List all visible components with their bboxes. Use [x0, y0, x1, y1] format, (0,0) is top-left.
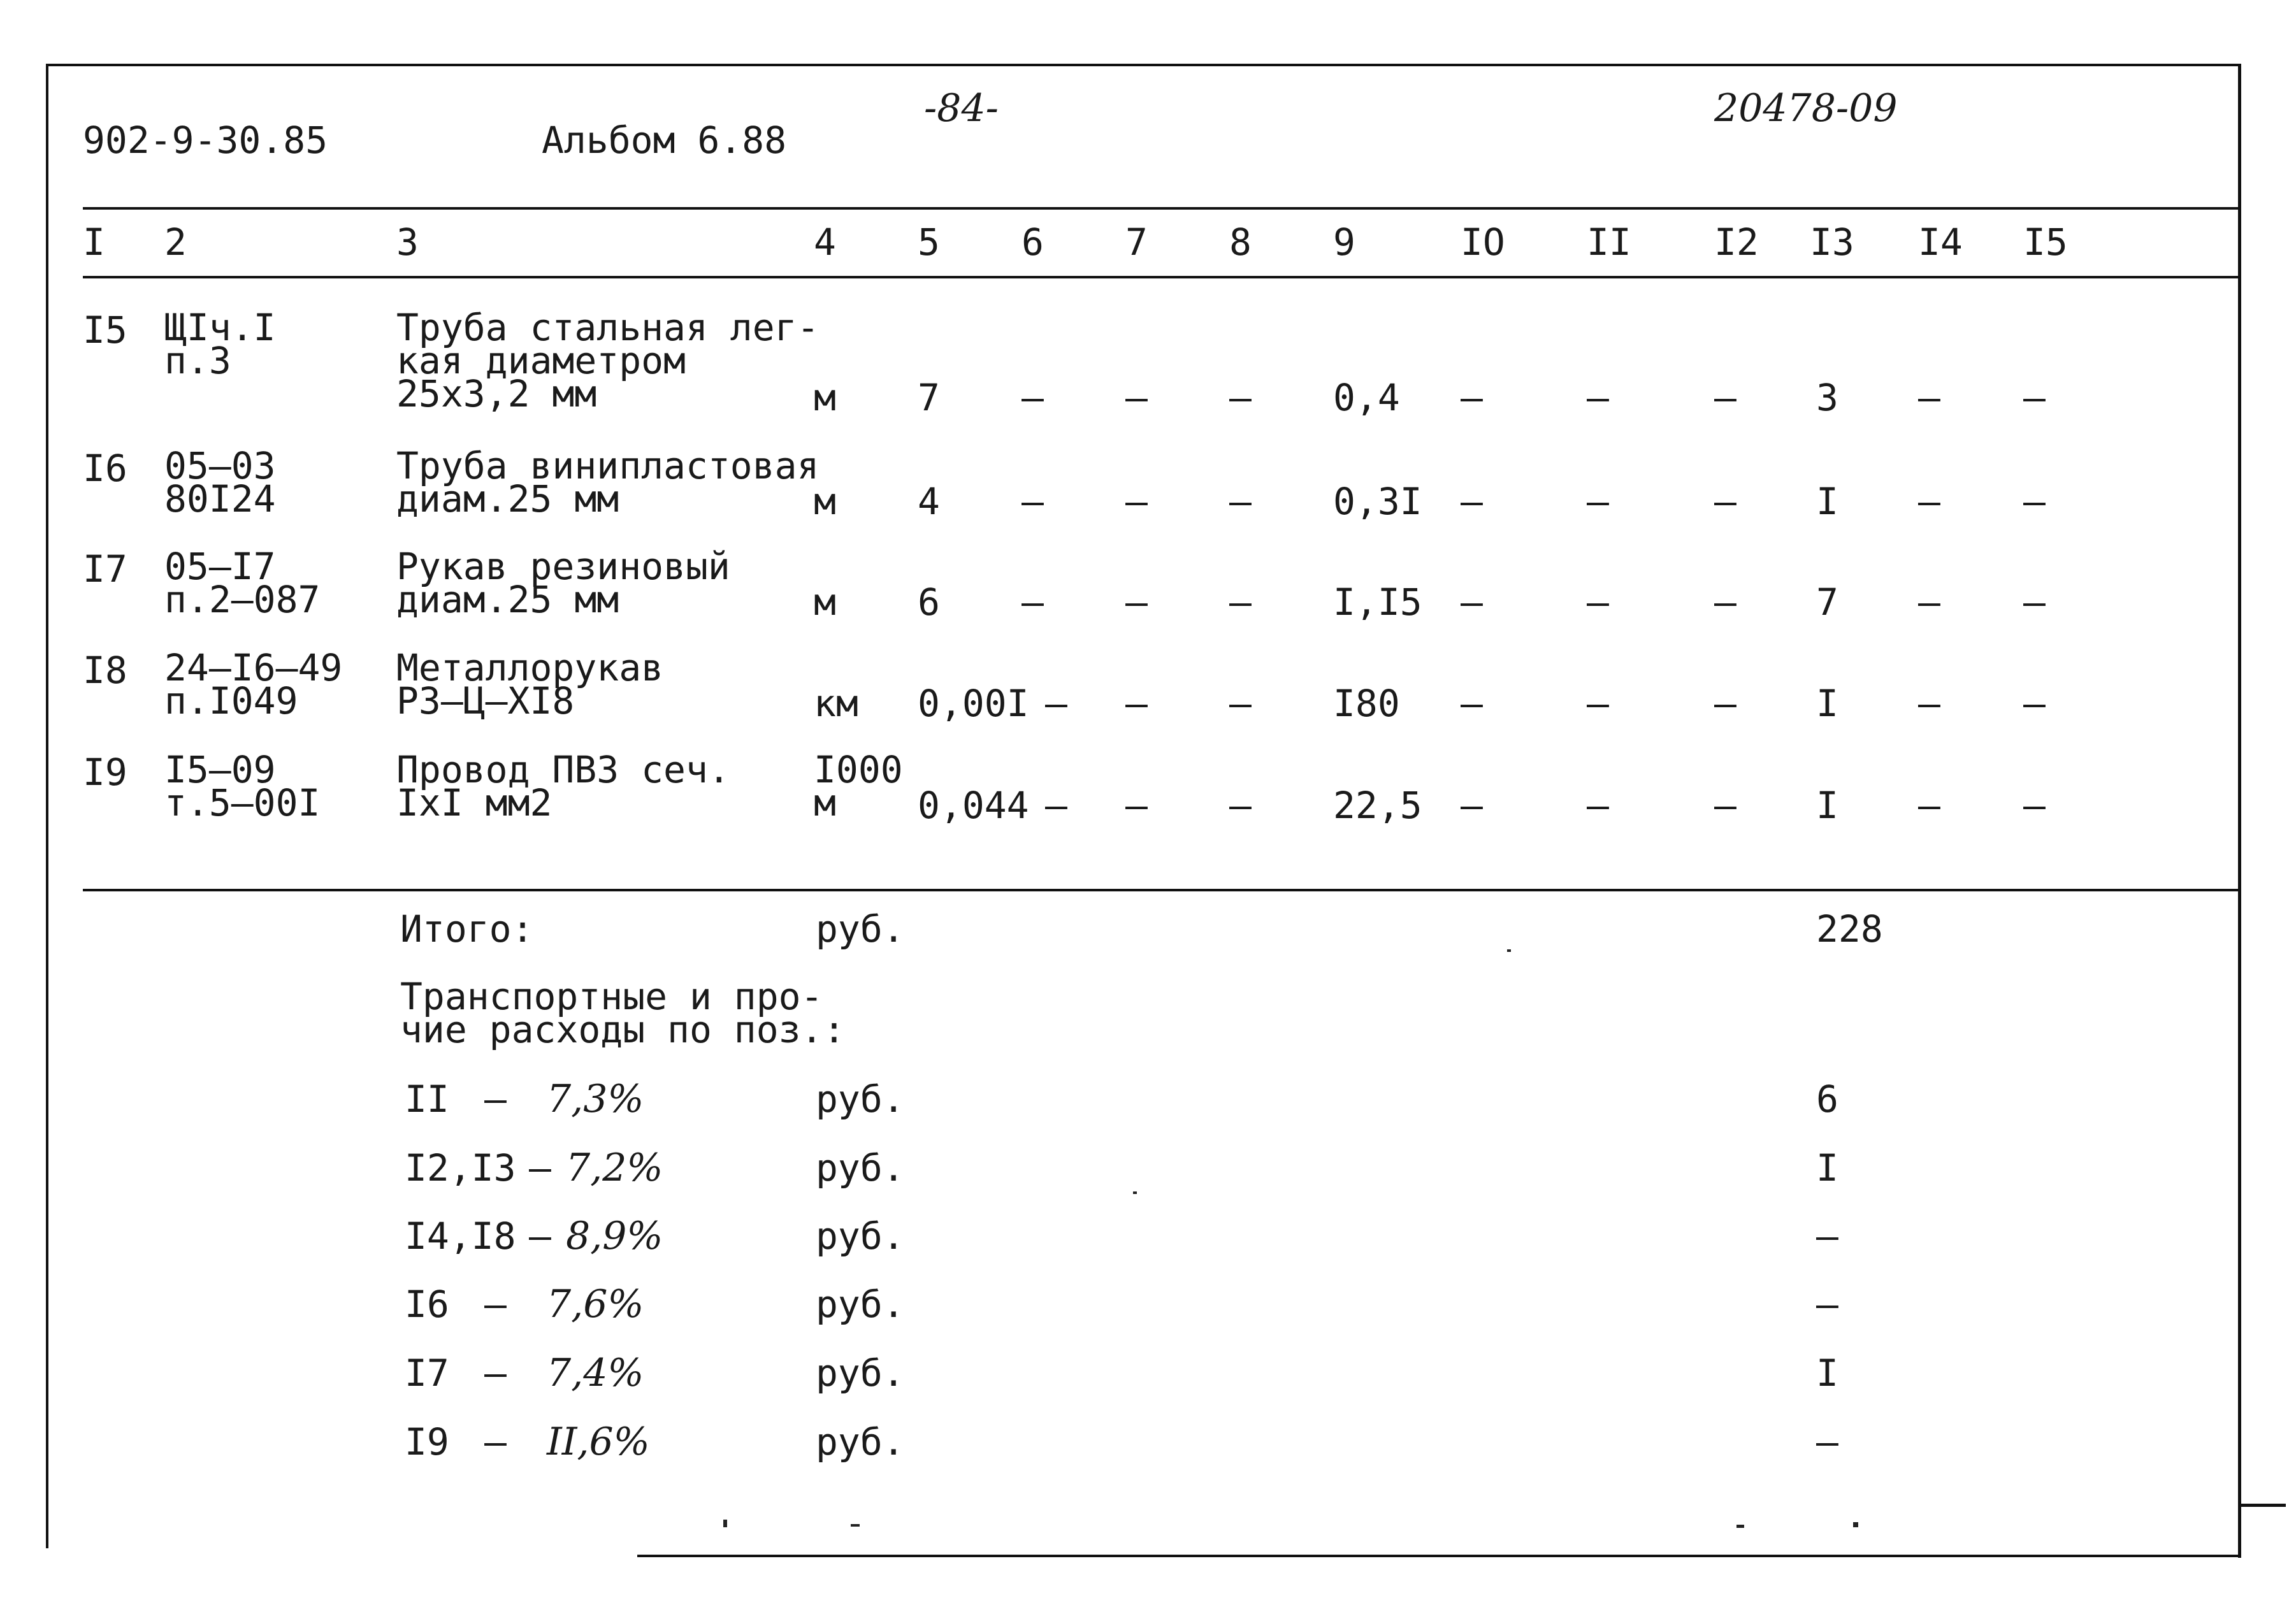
row-col8: –: [1229, 682, 1252, 725]
row-col10: –: [1461, 580, 1483, 624]
header-rule: [83, 207, 2238, 210]
transport-dash: –: [529, 1146, 551, 1190]
row-col5: 0,044: [918, 784, 1029, 827]
row-col13: I: [1816, 784, 1838, 827]
row-number: I5: [83, 308, 127, 352]
row-col7: –: [1125, 784, 1148, 827]
transport-dash: –: [484, 1420, 507, 1464]
frame-left-border: [46, 64, 48, 1548]
transport-rate: 7,4%: [547, 1351, 644, 1395]
row-col13: 7: [1816, 580, 1838, 624]
scan-speck: [723, 1520, 727, 1527]
transport-rate: 7,2%: [566, 1146, 663, 1190]
row-name: Труба винипластовая диам.25 мм: [396, 444, 819, 521]
row-number: I9: [83, 751, 127, 794]
scan-speck: [851, 1524, 860, 1527]
row-col5: 6: [918, 580, 940, 624]
col-header-1: I: [83, 220, 105, 264]
col-header-6: 6: [1022, 220, 1044, 264]
row-col15: –: [2023, 580, 2046, 624]
transport-unit: руб.: [816, 1077, 905, 1121]
row-col9: 0,3I: [1333, 480, 1422, 523]
row-col11: –: [1587, 682, 1609, 725]
row-col15: –: [2023, 480, 2046, 523]
items-end-rule: [83, 889, 2238, 891]
row-code: 05–03 80I24: [164, 444, 276, 521]
column-header-rule: [83, 276, 2238, 278]
row-col10: –: [1461, 682, 1483, 725]
row-col6: –: [1022, 580, 1044, 624]
row-unit: м: [814, 580, 836, 624]
project-number: 20478-09: [1714, 86, 1898, 131]
row-col11: –: [1587, 580, 1609, 624]
row-col5: 0,00I: [918, 682, 1029, 725]
row-number: I7: [83, 547, 127, 591]
total-label: Итого:: [400, 907, 534, 951]
row-col8: –: [1229, 376, 1252, 419]
scan-speck: [1736, 1525, 1744, 1528]
transport-position: I6: [405, 1283, 449, 1326]
row-number: I8: [83, 649, 127, 692]
row-col12: –: [1714, 376, 1736, 419]
col-header-9: 9: [1333, 220, 1355, 264]
row-unit: м: [814, 376, 836, 419]
row-col11: –: [1587, 784, 1609, 827]
row-col6: –: [1022, 480, 1044, 523]
transport-position: I7: [405, 1351, 449, 1395]
transport-value: –: [1816, 1420, 1838, 1464]
col-header-14: I4: [1918, 220, 1963, 264]
transport-rate: II,6%: [547, 1420, 650, 1464]
row-code: 24–I6–49 п.I049: [164, 646, 343, 723]
scan-speck: [1853, 1522, 1858, 1527]
row-col6: –: [1022, 376, 1044, 419]
total-value: 228: [1816, 907, 1883, 951]
transport-rate: 7,3%: [547, 1077, 644, 1121]
row-col15: –: [2023, 376, 2046, 419]
row-col6: –: [1045, 682, 1067, 725]
transport-position: II: [405, 1077, 449, 1121]
doc-code: 902-9-30.85: [83, 119, 328, 162]
col-header-4: 4: [814, 220, 836, 264]
row-col13: 3: [1816, 376, 1838, 419]
col-header-5: 5: [918, 220, 940, 264]
row-col12: –: [1714, 580, 1736, 624]
row-code: ЩIч.I п.3: [164, 306, 276, 382]
row-code: 05–I7 п.2–087: [164, 545, 321, 621]
frame-corner-mark: [2241, 1504, 2286, 1507]
row-col14: –: [1918, 480, 1940, 523]
transport-unit: руб.: [816, 1351, 905, 1395]
row-col13: I: [1816, 480, 1838, 523]
row-code: I5–09 т.5–00I: [164, 748, 321, 824]
row-col9: 22,5: [1333, 784, 1422, 827]
frame-top-border: [46, 64, 2238, 66]
row-col5: 7: [918, 376, 940, 419]
transport-position: I4,I8: [405, 1214, 516, 1258]
row-col10: –: [1461, 376, 1483, 419]
transport-value: I: [1816, 1351, 1838, 1395]
col-header-13: I3: [1810, 220, 1854, 264]
row-col14: –: [1918, 682, 1940, 725]
album-label: Альбом 6.88: [542, 119, 787, 162]
row-name: Труба стальная лег- кая диаметром 25х3,2 мм: [396, 306, 819, 415]
row-col14: –: [1918, 376, 1940, 419]
row-col9: 0,4: [1333, 376, 1400, 419]
row-col7: –: [1125, 682, 1148, 725]
row-col12: –: [1714, 480, 1736, 523]
col-header-7: 7: [1125, 220, 1148, 264]
transport-dash: –: [484, 1077, 507, 1121]
transport-value: –: [1816, 1214, 1838, 1258]
transport-value: 6: [1816, 1077, 1838, 1121]
transport-dash: –: [484, 1351, 507, 1395]
row-name: Металлорукав Р3–Ц–ХI8: [396, 646, 664, 723]
row-col11: –: [1587, 480, 1609, 523]
transport-unit: руб.: [816, 1420, 905, 1464]
row-col9: I80: [1333, 682, 1400, 725]
frame-bottom-border: [637, 1555, 2241, 1557]
row-col6: –: [1045, 784, 1067, 827]
row-name: Провод ПВ3 сеч. IхI мм2: [396, 748, 730, 824]
transport-dash: –: [529, 1214, 551, 1258]
row-unit: м: [814, 480, 836, 523]
transport-value: I: [1816, 1146, 1838, 1190]
transport-unit: руб.: [816, 1146, 905, 1190]
row-col7: –: [1125, 376, 1148, 419]
row-col10: –: [1461, 480, 1483, 523]
col-header-3: 3: [396, 220, 419, 264]
row-number: I6: [83, 447, 127, 490]
page-number: -84-: [924, 86, 999, 131]
row-col15: –: [2023, 784, 2046, 827]
row-col8: –: [1229, 480, 1252, 523]
transport-position: I9: [405, 1420, 449, 1464]
scan-speck: [1507, 949, 1511, 952]
row-col12: –: [1714, 682, 1736, 725]
row-col8: –: [1229, 784, 1252, 827]
transport-value: –: [1816, 1283, 1838, 1326]
row-name: Рукав резиновый диам.25 мм: [396, 545, 730, 621]
col-header-12: I2: [1714, 220, 1759, 264]
col-header-11: II: [1587, 220, 1631, 264]
transport-heading: Транспортные и про- чие расходы по поз.:: [400, 975, 846, 1051]
row-col13: I: [1816, 682, 1838, 725]
scan-speck: [1133, 1191, 1137, 1194]
transport-unit: руб.: [816, 1283, 905, 1326]
row-col7: –: [1125, 580, 1148, 624]
row-col9: I,I5: [1333, 580, 1422, 624]
row-col11: –: [1587, 376, 1609, 419]
transport-rate: 8,9%: [566, 1214, 663, 1258]
transport-rate: 7,6%: [547, 1282, 644, 1327]
total-unit: руб.: [816, 907, 905, 951]
row-col14: –: [1918, 784, 1940, 827]
col-header-10: IO: [1461, 220, 1505, 264]
row-col12: –: [1714, 784, 1736, 827]
row-unit: км: [814, 682, 858, 725]
transport-dash: –: [484, 1283, 507, 1326]
row-col15: –: [2023, 682, 2046, 725]
row-col10: –: [1461, 784, 1483, 827]
transport-position: I2,I3: [405, 1146, 516, 1190]
col-header-2: 2: [164, 220, 187, 264]
transport-unit: руб.: [816, 1214, 905, 1258]
row-col8: –: [1229, 580, 1252, 624]
frame-right-border: [2238, 64, 2241, 1558]
row-col5: 4: [918, 480, 940, 523]
col-header-8: 8: [1229, 220, 1252, 264]
row-col14: –: [1918, 580, 1940, 624]
row-unit: I000 м: [814, 748, 903, 824]
col-header-15: I5: [2023, 220, 2068, 264]
row-col7: –: [1125, 480, 1148, 523]
